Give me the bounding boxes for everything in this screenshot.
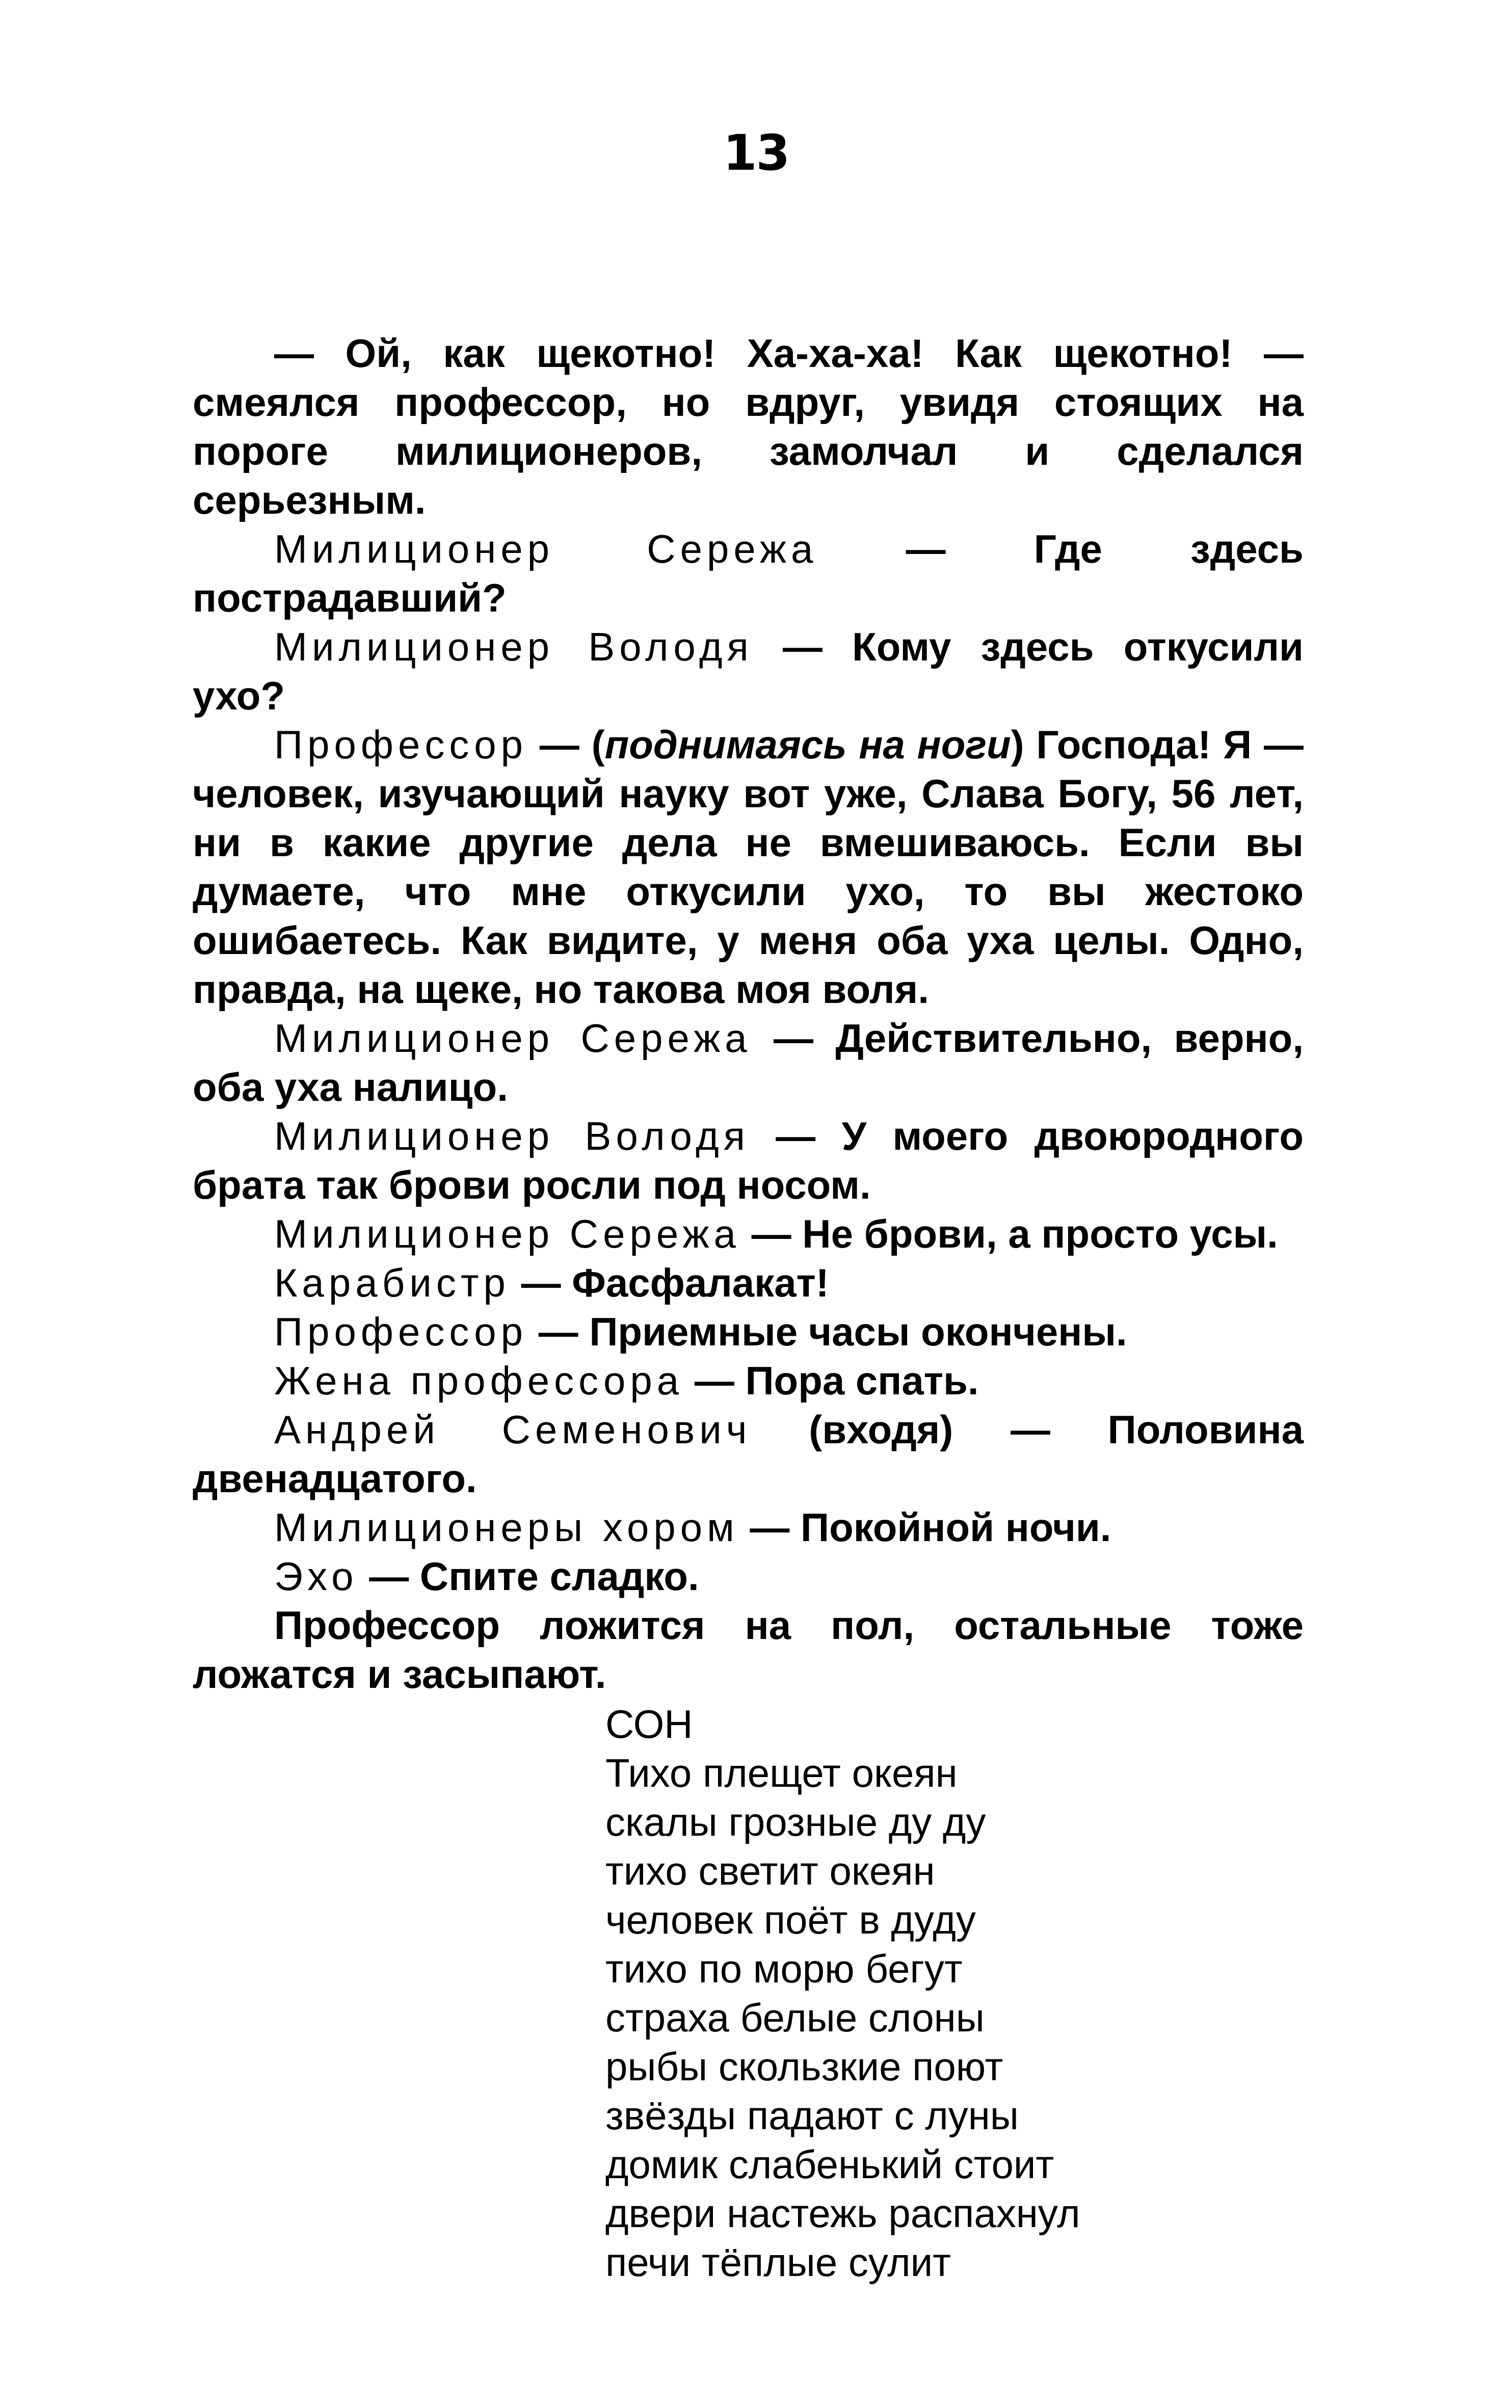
speaker-name: Милиционер Володя [274,624,753,669]
paragraph-text: — Где здесь пострадавший? [193,526,1304,620]
poem-line: скалы грозные ду ду [605,1800,986,1844]
paragraph-text: — Покойной ночи. [738,1505,1111,1550]
paragraph-text: — Спите сладко. [358,1554,699,1599]
poem-line: страха белые слоны [605,1995,985,2040]
speaker-name: Эхо [274,1554,358,1599]
poem [605,1700,1080,2287]
page-number: 13 [723,124,789,181]
poem-line: тихо светит океян [605,1848,935,1893]
paragraph-text: — Действительно, верно, оба уха налицо. [193,1016,1304,1109]
paragraph-text: (входя) — Половина двенадцатого. [193,1407,1304,1501]
paragraph [193,1356,1304,1405]
paragraph [193,1209,1304,1258]
poem-line: тихо по морю бегут [605,1946,963,1991]
speaker-name: Милиционеры хором [274,1505,739,1550]
paragraph [193,1405,1304,1503]
speaker-name: Милиционер Сережа [274,1016,752,1061]
poem-line: человек поёт в дуду [605,1897,976,1942]
paragraph [193,1014,1304,1112]
paragraph [193,1112,1304,1209]
paragraph [193,329,1304,524]
paragraph: Профессор — (поднимаясь на ноги) Господа! Я — человек, изучающий науку вот уже, Слава Богу, 56 лет, ни в какие другие дела не вмешиваюсь. Если вы думаете, что мне откусили ухо, то вы жестоко ошибаетесь. Как видите, у меня оба уха целы. Одно, правда, на щеке, но такова моя воля. [193,722,1304,1012]
paragraph [193,1307,1304,1356]
paragraph-text: Господа! Я — человек, изучающий науку вот уже, Слава Богу, 56 лет, ни в какие другие дела не вмешиваюсь. Если вы думаете, что мне откусили ухо, то вы жестоко ошибаетесь. Как видите, у меня оба уха целы. Одно, правда, на щеке, но такова моя воля. [193,722,1304,1012]
poem-line: домик слабенький стоит [605,2142,1054,2187]
poem-line: звёзды падают с луны [605,2093,1019,2138]
poem-line: двери настежь распахнул [605,2191,1080,2236]
paragraph-text: — Фасфалакат! [510,1260,829,1305]
stage-direction: поднимаясь на ноги [604,722,1011,767]
paragraph-text: — Приемные часы окончены. [527,1309,1127,1354]
speaker-name: Андрей Семенович [274,1407,752,1452]
speaker-name: Карабистр [274,1260,510,1305]
play-text [193,329,1304,1699]
paragraph-text: Профессор ложится на пол, остальные тоже ложатся и засыпают. [193,1603,1304,1697]
speaker-name: Милиционер Володя [274,1114,750,1158]
paragraph-text: — Кому здесь откусили ухо? [193,624,1304,718]
paragraph [193,1258,1304,1307]
paragraph [193,622,1304,720]
poem-line: рыбы скользкие поют [605,2044,1003,2089]
paragraph-text: — Пора спать. [683,1358,979,1403]
poem-title: СОН [605,1702,693,1747]
paragraph [193,1503,1304,1552]
paragraph [193,1601,1304,1699]
speaker-name: Жена профессора [274,1358,684,1403]
paragraph-text: — Ой, как щекотно! Ха-ха-ха! Как щекотно! — смеялся профессор, но вдруг, увидя стоящих на пороге милиционеров, замолчал и сделался серьезным. [193,331,1304,522]
speaker-name: Милиционер Сережа [274,1211,740,1256]
speaker-name: Милиционер Сережа [274,526,818,571]
paragraph [193,524,1304,622]
speaker-name: Профессор [274,1309,528,1354]
poem-line: печи тёплые сулит [605,2240,951,2285]
paragraph-text: — Не брови, а просто усы. [740,1211,1278,1256]
paragraph [193,1552,1304,1601]
paragraph-text: — У моего двоюродного брата так брови росли под носом. [193,1114,1304,1207]
poem-line: Тихо плещет океян [605,1751,958,1795]
speaker-name: Профессор [274,722,528,767]
